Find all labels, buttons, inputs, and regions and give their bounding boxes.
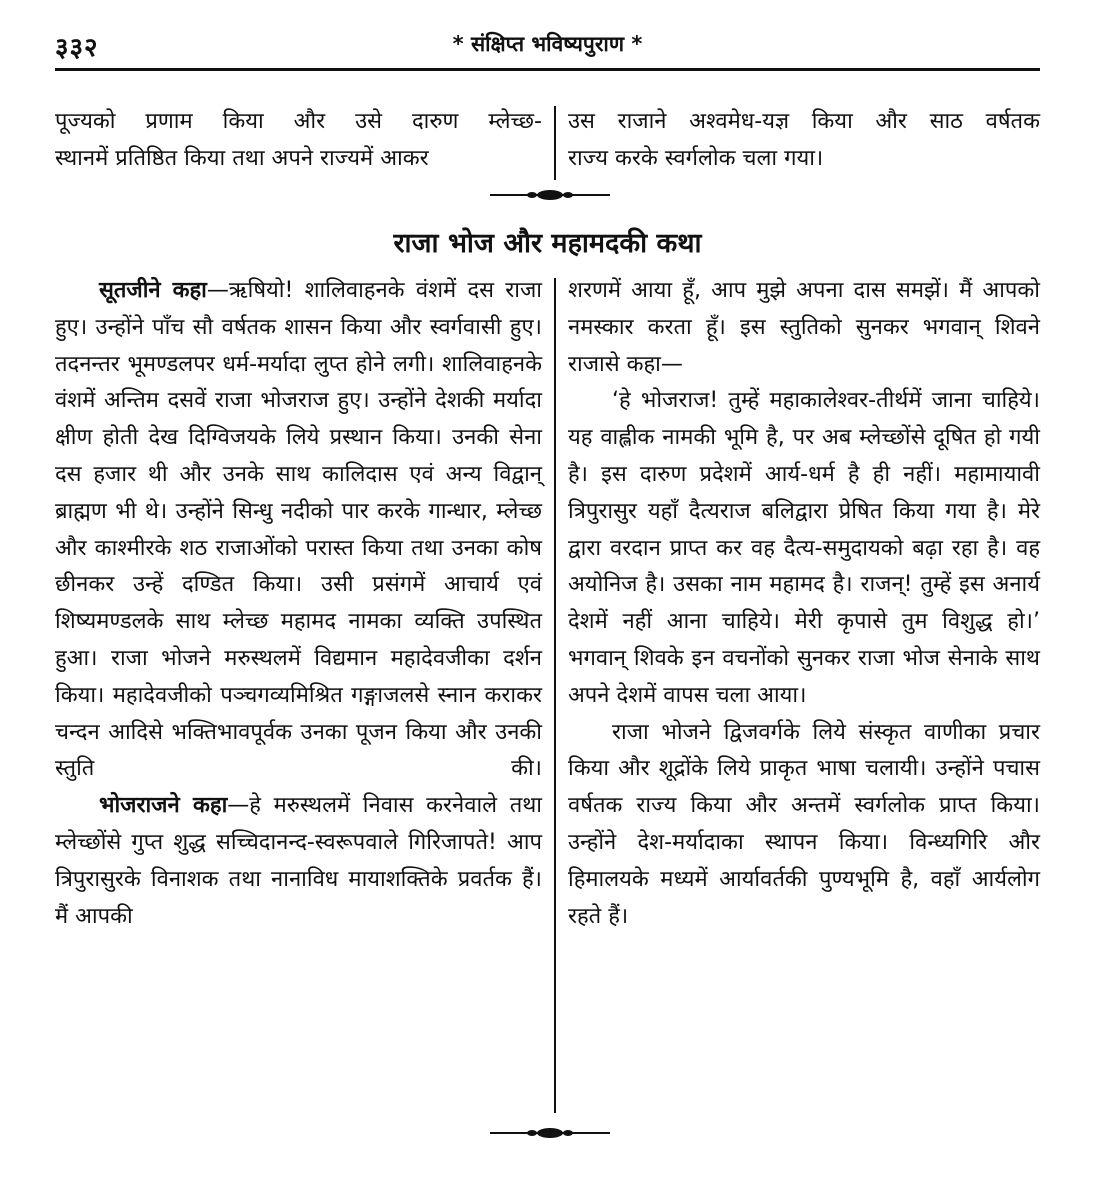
- speaker-label: भोजराजने कहा: [99, 793, 228, 819]
- text-line: स्थानमें प्रतिष्ठित किया तथा अपने राज्यमें आकर: [55, 145, 429, 171]
- header-rule: [55, 68, 1040, 71]
- text-line: राज्य करके स्वर्गलोक चला गया।: [568, 145, 824, 171]
- top-right-text: [568, 104, 1040, 178]
- paragraph-bhoja: [55, 788, 542, 935]
- paragraph-bhoja-rule: राजा भोजने द्विजवर्गके लिये संस्कृत वाणीका प्रचार किया और शूद्रोंके लिये प्राकृत भाषा चलायी। उन्होंने पचास वर्षतक राज्य किया और अन्तमें स्वर्गलोक प्राप्त किया। उन्होंने देश-मर्यादाका स्थापन किया। विन्ध्यगिरि और हिमालयके मध्यमें आर्यावर्तकी पुण्यभूमि है, वहाँ आर्यलोग रहते हैं।: [568, 719, 1040, 929]
- column-divider: [554, 106, 556, 180]
- section-title: राजा भोज और महामदकी कथा: [393, 228, 702, 259]
- paragraph-text: —ऋषियो! शालिवाहनके वंशमें दस राजा हुए। उन्होंने पाँच सौ वर्षतक शासन किया और स्वर्गवासी हुए। तदनन्तर भूमण्डलपर धर्म-मर्यादा लुप्त होने लगी। शालिवाहनके वंशमें अन्तिम दसवें राजा भोजराज हुए। उन्होंने देशकी मर्यादा क्षीण होती देख दिग्विजयके लिये प्रस्थान किया। उनकी सेना दस हजार थी और उनके साथ कालिदास एवं अन्य विद्वान् ब्राह्मण भी थे। उन्होंने सिन्धु नदीको पार करके गान्धार, म्लेच्छ और काश्मीरके शठ राजाओंको परास्त किया तथा उनका कोष छीनकर उन्हें दण्डित किया। उसी प्रसंगमें आचार्य एवं शिष्यमण्डलके साथ म्लेच्छ महामद नामका व्यक्ति उपस्थित हुआ। राजा भोजने मरुस्थलमें विद्यमान महादेवजीका दर्शन किया। महादेवजीको पञ्चगव्यमिश्रित गङ्गाजलसे स्नान कराकर चन्दन आदिसे भक्तिभावपूर्वक उनका पूजन किया और उनकी स्तुति की।: [55, 278, 542, 782]
- ornament-divider: [490, 1125, 610, 1141]
- paragraph-suta: [55, 273, 542, 788]
- paragraph-text: शरणमें आया हूँ, आप मुझे अपना दास समझें। मैं आपको नमस्कार करता हूँ। इस स्तुतिको सुनकर भगवान् शिवने राजासे कहा—: [568, 278, 1040, 377]
- top-left-text: [55, 104, 542, 178]
- page-header: [55, 26, 1040, 62]
- page-number: ३३२: [55, 33, 99, 63]
- text-line: उस राजाने अश्वमेध-यज्ञ किया और साठ वर्षतक: [568, 109, 1040, 134]
- running-title: * संक्षिप्त भविष्यपुराण *: [452, 32, 643, 56]
- paragraph-shiva: ‘हे भोजराज! तुम्हें महाकालेश्वर-तीर्थमें जाना चाहिये। यह वाह्लीक नामकी भूमि है, पर अब म्लेच्छोंसे दूषित हो गयी है। इस दारुण प्रदेशमें आर्य-धर्म है ही नहीं। महामायावी त्रिपुरासुर यहाँ दैत्यराज बलिद्वारा प्रेषित किया गया है। मेरे द्वारा वरदान प्राप्त कर वह दैत्य-समुदायको बढ़ा रहा है। वह अयोनिज है। उसका नाम महामद है। राजन्! तुम्हें इस अनार्य देशमें नहीं आना चाहिये। मेरी कृपासे तुम विशुद्ध हो।’ भगवान् शिवके इन वचनोंको सुनकर राजा भोज सेनाके साथ अपने देशमें वापस चला आया।: [568, 388, 1040, 708]
- speaker-label: सूतजीने कहा: [99, 278, 207, 303]
- paragraph-text: —हे मरुस्थलमें निवास करनेवाले तथा म्लेच्छोंसे गुप्त शुद्ध सच्चिदानन्द-स्वरूपवाले गिरिजापते! आप त्रिपुरासुरके विनाशक तथा नानाविध मायाशक्तिके प्रवर्तक हैं। मैं आपकी: [55, 793, 543, 929]
- ornament-divider: [490, 187, 610, 203]
- column-divider: [554, 278, 556, 1113]
- left-column: [55, 273, 542, 935]
- text-line: पूज्यको प्रणाम किया और उसे दारुण म्लेच्छ-: [55, 109, 542, 134]
- right-column: [568, 273, 1040, 935]
